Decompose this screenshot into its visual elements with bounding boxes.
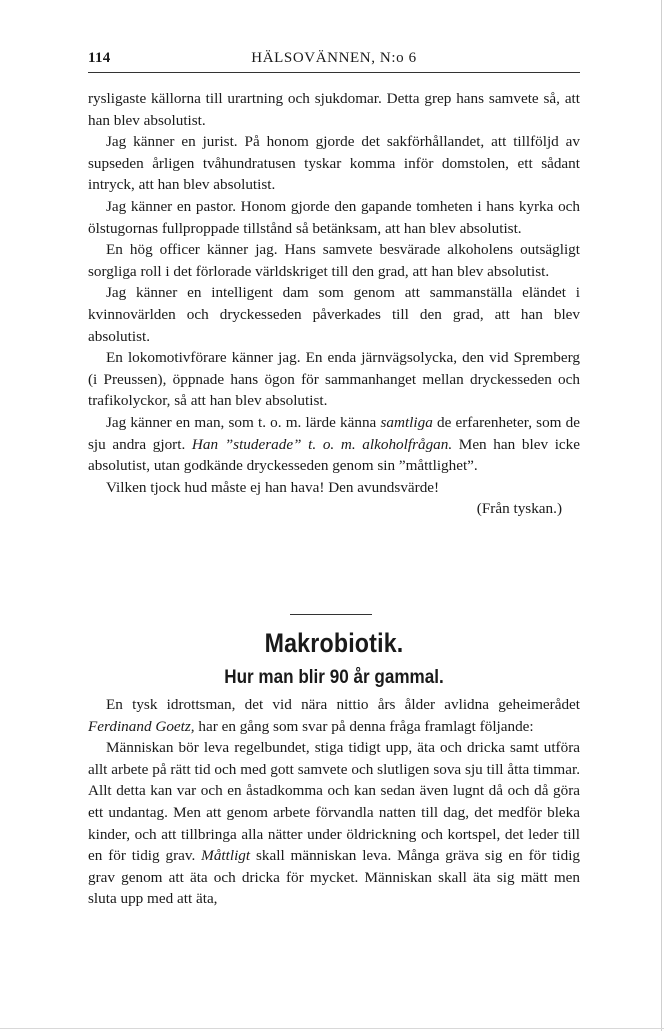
paragraph: rysligaste källorna till urartning och sjukdomar. Detta grep hans samvete så, att han blev absolutist. [88, 90, 580, 129]
paragraph: Jag känner en pastor. Honom gjorde den gapande tomheten i hans kyrka och ölstugornas fullproppade tillstånd så betänksam, att han blev absolutist. [88, 197, 580, 237]
paragraph [88, 737, 580, 910]
source-note: (Från tyskan.) [476, 500, 562, 518]
section-divider [290, 614, 372, 615]
text-run: de erfarenheter, som de sju andra gjort. [88, 413, 580, 453]
paragraph [88, 412, 580, 477]
paragraph: Jag känner en jurist. På honom gjorde det sakförhållandet, att tillföljd av supseden årligen tvåhundratusen tyskar komma inför domstolen, ett sådant intryck, att han blev absolutist. [88, 133, 580, 194]
paragraph: En hög officer känner jag. Hans samvete besvärade alkoholens outsägligt sorgliga roll i det förlorade världskriget till den grad, att han blev absolutist. [88, 241, 580, 280]
text-run: Men han blev icke absolutist, utan godkände dryckesseden genom sin ”måttlighet”. [88, 435, 580, 475]
text-run: Jag känner en man, som t. o. m. lärde känna [106, 413, 381, 431]
emphasis: Han ”studerade” t. o. m. alkoholfrågan. [191, 435, 453, 453]
article-continuation [88, 88, 580, 520]
text-run: En tysk idrottsman, det vid nära nittio års ålder avlidna geheimerådet [106, 696, 580, 713]
emphasis: samtliga [380, 413, 433, 431]
page-edge-right [661, 0, 662, 1031]
text-run: har en gång som svar på denna fråga framlagt följande: [194, 717, 534, 735]
paragraph: Vilken tjock hud måste ej han hava! Den avundsvärde! [106, 478, 440, 496]
page-edge-bottom [0, 1028, 664, 1029]
article-title: Makrobiotik. [264, 628, 404, 658]
article-body [88, 694, 580, 910]
running-header [88, 50, 580, 73]
running-title: HÄLSOVÄNNEN, N:o 6 [251, 50, 417, 66]
emphasis: Måttligt [201, 847, 251, 865]
emphasis-name: Ferdinand Goetz, [88, 717, 195, 735]
paragraph [88, 694, 580, 737]
page-number: 114 [88, 50, 111, 66]
article-subtitle: Hur man blir 90 år gammal. [224, 667, 444, 688]
paragraph: Jag känner en intelligent dam som genom att sammanställa eländet i kvinnovärlden och dryckesseden påverkades till den grad, att han blev absolutist. [88, 284, 580, 345]
paragraph: En lokomotivförare känner jag. En enda järnvägsolycka, den vid Spremberg (i Preussen), öppnade hans ögon för sammanhanget mellan dryckesseden och trafikolyckor, så att han blev absolutist. [88, 349, 580, 410]
text-run: Människan bör leva regelbundet, stiga tidigt upp, äta och dricka samt utföra allt arbete på rätt tid och med gott samvete och slutligen sova sju till åtta timmar. Allt detta kan var och en åstadkomma och kan sedan även lugnt då och då göra ett undantag. Men att genom arbete förvandla natten till dag, det medför bleka kinder, och att tillbringa alla nätter under öldrickning och kortspel, det leder till en för tidig grav. [88, 739, 580, 865]
text-run: skall människan leva. Många gräva sig en för tidig grav genom att äta och dricka för mycket. Människan skall äta sig mätt men sluta upp med att äta, [88, 847, 581, 908]
